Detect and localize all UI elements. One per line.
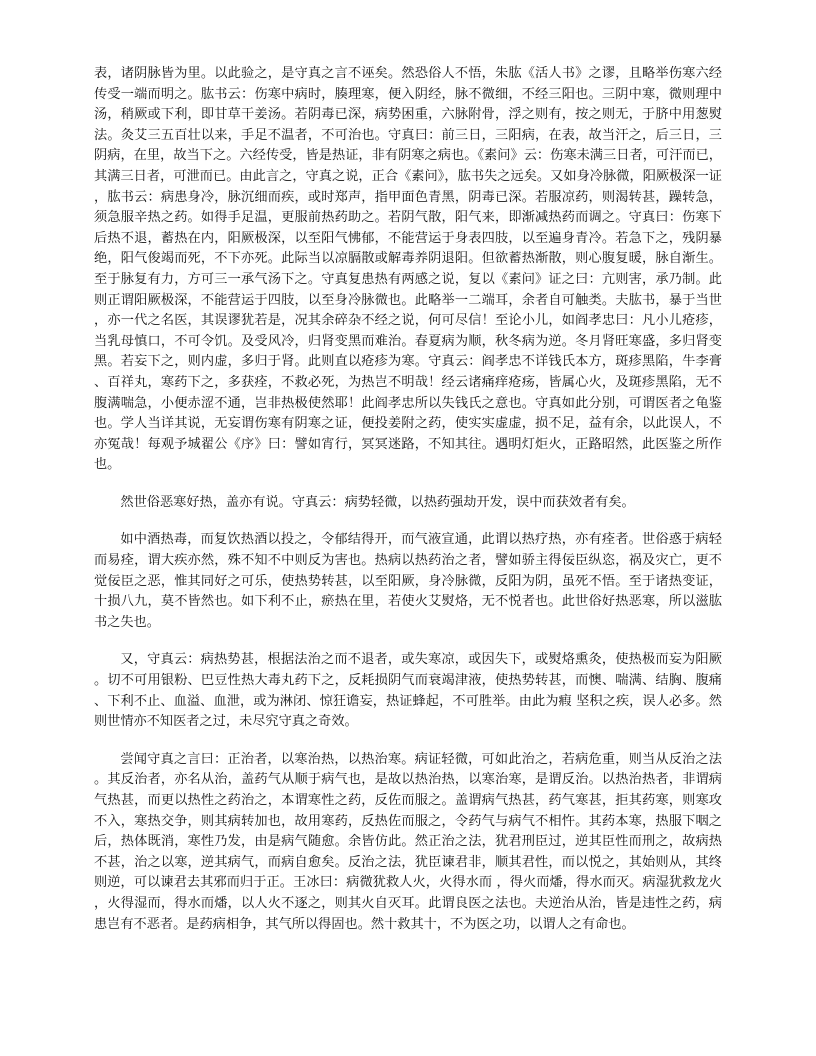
paragraph-spacer (94, 513, 722, 530)
paragraph-spacer (94, 476, 722, 493)
paragraph-3: 如中酒热毒，而复饮热酒以投之，令郁结得开，而气液宣通，此谓以热疗热，亦有痊者。世俗惑于病轻而易痊，谓大疾亦然，殊不知不中则反为害也。热病以热药治之者，譬如骄主得佞臣纵恣，祸及灾亡，更不觉佞臣之恶，惟其同好之可乐，使热势转甚，以至阳厥，身冷脉微，反阳为阴，虽死不悟。至于诸热变证，十损八九，莫不皆然也。如下利不止，瘀热在里，若使火艾熨烙，无不悦者也。此世俗好热恶寒，所以滋肱书之失也。 (94, 532, 722, 630)
paragraph-1: 表，诸阴脉皆为里。以此验之，是守真之言不诬矣。然恐俗人不悟，朱肱《活人书》之谬，且略举伤寒六经传受一端而明之。肱书云：伤寒中病时，腠理寒，便入阴经，脉不微细，不经三阳也。三阴中寒，微则理中汤，稍厥或下利，即甘草干姜汤。若阴毒已深，病势困重，六脉附骨，浮之则有，按之则无，于脐中用葱熨法。灸艾三五百壮以来，手足不温者，不可治也。守真曰：前三日，三阳病，在表，故当汗之，后三日，三阴病，在里，故当下之。六经传受，皆是热证，非有阴寒之病也。《素问》云：伤寒未满三日者，可汗而已，其满三日者，可泄而已。由此言之，守真之说，正合《素问》，肱书失之远矣。又如身冷脉微，阳厥极深一证，肱书云：病患身冷，脉沉细而疾，或时郑声，指甲面色青黑，阴毒已深。若服凉药，则渴转甚，躁转急，须急服辛热之药。如得手足温，更服前热药助之。若阴气散，阳气来，即渐减热药而调之。守真曰：伤寒下后热不退，蓄热在内，阳厥极深，以至阳气怫郁，不能营运于身表四肢，以至遍身青冷。若急下之，残阴暴绝，阳气俊竭而死，不下亦死。此际当以凉膈散或解毒养阴退阳。但欲蓄热渐散，则心腹复暖，脉自渐生。至于脉复有力，方可三一承气汤下之。守真复患热有两感之说，复以《素问》证之曰：亢则害，承乃制。此则正谓阳厥极深，不能营运于四肢，以至身冷脉微也。此略举一二端耳，余者自可触类。夫肱书，暴于当世，亦一代之名医，其误谬犹若是，况其余碎杂不经之说，何可尽信！至论小儿，如阎孝忠曰：凡小儿疮疹，当乳母慎口，不可令饥。及受风冷，归肾变黑而难治。春夏病为顺，秋冬病为逆。冬月肾旺寒盛，多归肾变黑。若妄下之，则内虚，多归于肾。此则直以疮疹为寒。守真云：阎孝忠不详钱氏本方，斑疹黑陷，牛李膏、百祥丸，寒药下之，多获痊，不救必死，为热岂不明哉！经云诸痛痒疮疡，皆属心火，及斑疹黑陷，无不腹满喘急，小便赤涩不通，岂非热极使然耶！此阎孝忠所以失钱氏之意也。守真如此分别，可谓医者之龟鉴也。学人当详其说，无妄谓伤寒有阴寒之证，便投姜附之药，使实实虚虚，损不足，益有余，以此误人，不亦冤哉！每观予城翟公《序》曰：譬如宵行，冥冥迷路，不知其往。遇明灯炬火，正路昭然，此医鉴之所作也。 (94, 66, 722, 473)
paragraph-spacer (94, 733, 722, 750)
paragraph-spacer (94, 633, 722, 650)
paragraph-2: 然世俗恶寒好热，盖亦有说。守真云：病势轻微，以热药强劫开发，误中而获效者有矣。 (120, 494, 635, 510)
document-page (94, 64, 722, 935)
paragraph-5: 尝闻守真之言曰：正治者，以寒治热，以热治寒。病证轻微，可如此治之，若病危重，则当从反治之法。其反治者，亦名从治，盖药气从顺于病气也，是故以热治热，以寒治寒，是谓反治。以热治热者，非谓病气热甚，而更以热性之药治之，本谓寒性之药，反佐而服之。盖谓病气热甚，药气寒甚，拒其药寒，则寒攻不入，寒热交争，则其病转加也，故用寒药，反热佐而服之，令药气与病气不相忤。其药本寒，热服下咽之后，热体既消，寒性乃发，由是病气随愈。余皆仿此。然正治之法，犹君刑臣过，逆其臣性而刑之，故病热不甚，治之以寒，逆其病气，而病自愈矣。反治之法，犹臣谏君非，顺其君性，而以悦之，其始则从，其终则逆，可以谏君去其邪而归于正。王冰曰：病微犹救人火，火得水而 ，得火而燔，得水而灭。病湿犹救龙火，火得湿而，得水而燔，以人火不逐之，则其火自灭耳。此谓良医之法也。夫逆治从治，皆是违性之药，病患岂有不恶者。是药病相争，其气所以得固也。然十救其十，不为医之功，以谓人之有命也。 (94, 751, 722, 932)
paragraph-4: 又，守真云：病热势甚，根据法治之而不退者，或失寒凉，或因失下，或熨烙熏灸，使热极而妄为阳厥。切不可用银粉、巴豆性热大毒丸药下之，反耗损阴气而衰竭津液，使热势转甚，而懊、喘满、结胸、腹痛、下利不止、血溢、血泄，或为淋闭、惊狂谵妄，热证蜂起，不可胜举。由此为瘕 坚积之疾，误人必多。然则世情亦不知医者之过，未尽究守真之奇效。 (94, 652, 722, 730)
